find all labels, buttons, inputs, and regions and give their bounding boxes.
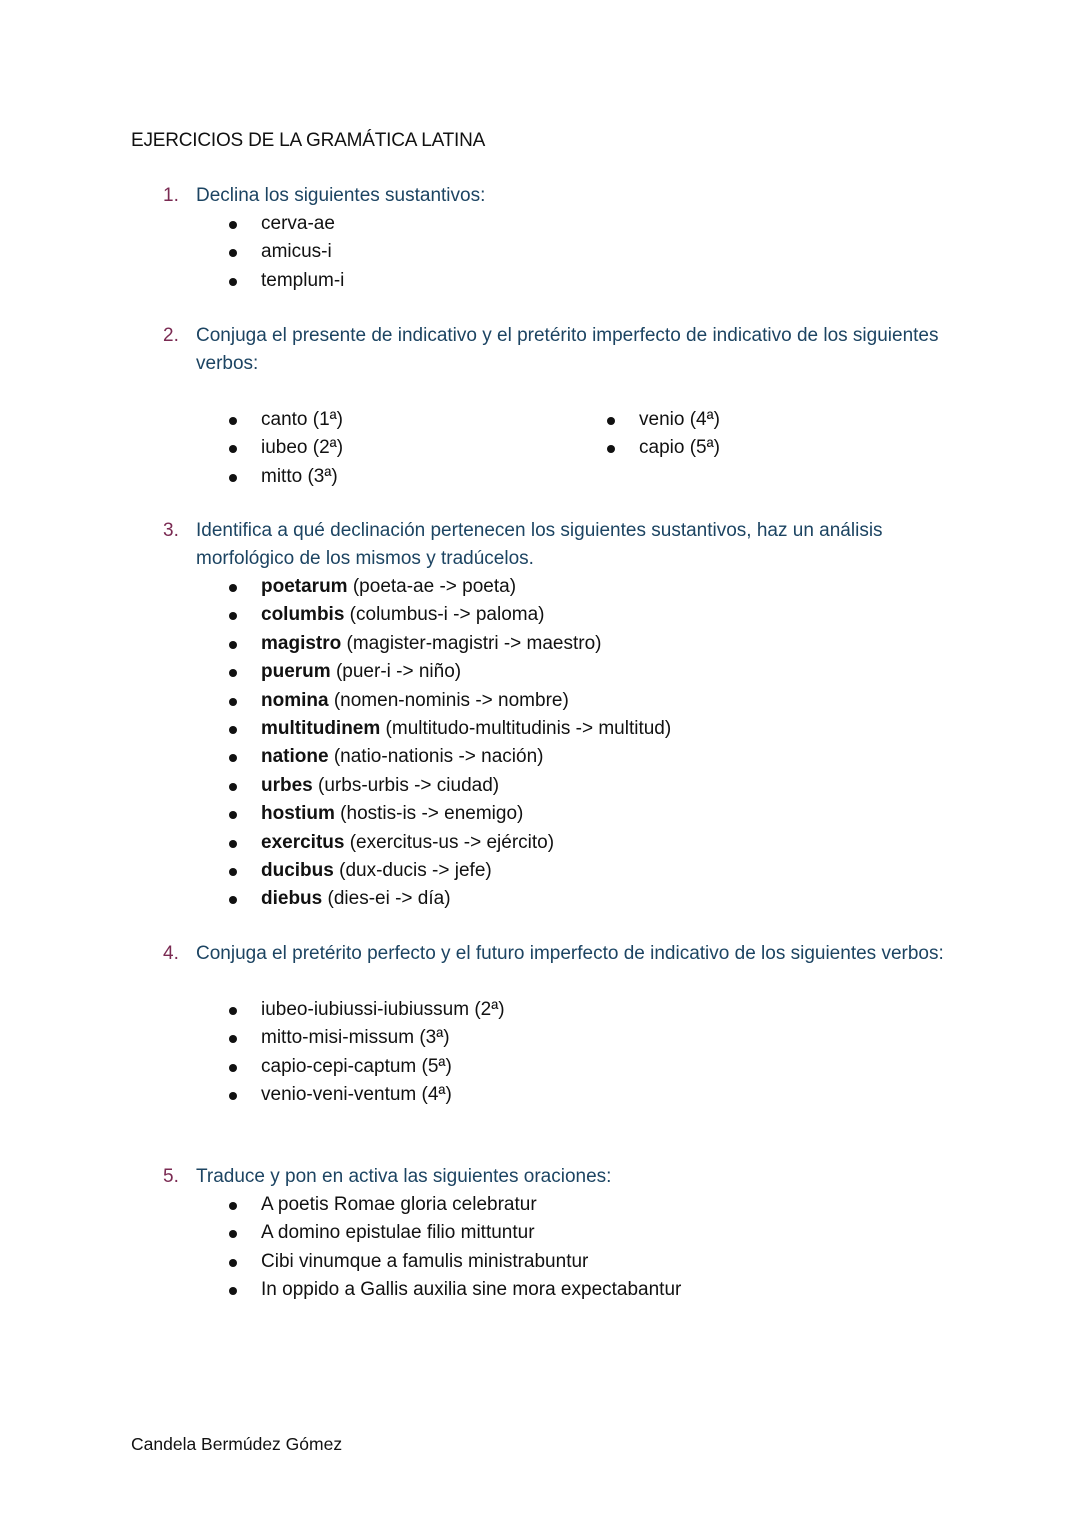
exercise-instruction: Conjuga el pretérito perfecto y el futuro imperfecto de indicativo de los siguientes verbos: <box>196 943 944 964</box>
list-item: poetarum (poeta-ae -> poeta) <box>226 573 963 601</box>
exercise-heading <box>163 182 963 210</box>
bullet-list <box>226 406 604 491</box>
exercise-3 <box>163 517 963 914</box>
latin-word: diebus <box>261 888 323 910</box>
list-item: venio-veni-ventum (4ª) <box>226 1081 963 1109</box>
latin-word: columbis <box>261 604 345 626</box>
exercise-heading <box>163 517 963 573</box>
list-item: mitto (3ª) <box>226 463 604 491</box>
bullet-icon <box>229 1035 237 1043</box>
list-item: nomina (nomen-nominis -> nombre) <box>226 687 963 715</box>
latin-word: multitudinem <box>261 718 381 740</box>
bullet-icon <box>229 221 237 229</box>
bullet-icon <box>229 1259 237 1267</box>
list-item: A domino epistulae filio mittuntur <box>226 1219 963 1247</box>
bullet-icon <box>229 783 237 791</box>
list-item: Cibi vinumque a famulis ministrabuntur <box>226 1248 963 1276</box>
bullet-icon <box>607 445 615 453</box>
exercise-number: 2. <box>163 325 179 346</box>
list-item: hostium (hostis-is -> enemigo) <box>226 800 963 828</box>
list-item: capio (5ª) <box>604 434 720 462</box>
bullet-icon <box>229 840 237 848</box>
bullet-icon <box>229 641 237 649</box>
list-item: diebus (dies-ei -> día) <box>226 885 963 913</box>
list-item: multitudinem (multitudo-multitudinis -> multitud) <box>226 715 963 743</box>
bullet-icon <box>229 584 237 592</box>
bullet-icon <box>229 445 237 453</box>
exercise-number: 1. <box>163 185 179 206</box>
column-right <box>604 406 720 491</box>
latin-word: exercitus <box>261 831 345 853</box>
list-item: templum-i <box>226 267 963 295</box>
bullet-icon <box>229 868 237 876</box>
exercise-1 <box>163 182 963 295</box>
list-item: capio-cepi-captum (5ª) <box>226 1053 963 1081</box>
list-item: magistro (magister-magistri -> maestro) <box>226 630 963 658</box>
list-item: mitto-misi-missum (3ª) <box>226 1024 963 1052</box>
exercise-number: 3. <box>163 520 179 541</box>
bullet-icon <box>229 896 237 904</box>
bullet-icon <box>229 1287 237 1295</box>
list-item: A poetis Romae gloria celebratur <box>226 1191 963 1219</box>
exercise-instruction: Traduce y pon en activa las siguientes oraciones: <box>196 1166 612 1187</box>
bullet-icon <box>229 249 237 257</box>
bullet-icon <box>229 669 237 677</box>
document-title: EJERCICIOS DE LA GRAMÁTICA LATINA <box>131 130 486 151</box>
list-item: ducibus (dux-ducis -> jefe) <box>226 857 963 885</box>
bullet-icon <box>229 474 237 482</box>
bullet-icon <box>229 417 237 425</box>
two-column-list <box>163 406 963 491</box>
exercise-instruction: Conjuga el presente de indicativo y el pretérito imperfecto de indicativo de los siguientes verbos: <box>196 325 939 374</box>
bullet-icon <box>607 417 615 425</box>
exercise-heading <box>163 322 963 378</box>
bullet-icon <box>229 612 237 620</box>
bullet-icon <box>229 1007 237 1015</box>
bullet-icon <box>229 278 237 286</box>
latin-word: urbes <box>261 774 313 796</box>
exercise-2 <box>163 322 963 491</box>
bullet-icon <box>229 1202 237 1210</box>
exercise-heading <box>163 1163 963 1191</box>
list-item: columbis (columbus-i -> paloma) <box>226 601 963 629</box>
bullet-list <box>226 210 963 295</box>
author-footer: Candela Bermúdez Gómez <box>131 1434 343 1454</box>
bullet-icon <box>229 1092 237 1100</box>
latin-word: magistro <box>261 632 342 654</box>
latin-word: hostium <box>261 803 335 825</box>
bullet-list <box>226 996 963 1110</box>
list-item: venio (4ª) <box>604 406 720 434</box>
exercise-number: 5. <box>163 1166 179 1187</box>
list-item: urbes (urbs-urbis -> ciudad) <box>226 772 963 800</box>
exercise-instruction: Declina los siguientes sustantivos: <box>196 185 486 206</box>
exercise-instruction: Identifica a qué declinación pertenecen los siguientes sustantivos, haz un análisis morfológico de los mismos y tradúcelos. <box>196 520 883 569</box>
list-item: iubeo (2ª) <box>226 434 604 462</box>
list-item: In oppido a Gallis auxilia sine mora expectabantur <box>226 1276 963 1304</box>
bullet-icon <box>229 1064 237 1072</box>
bullet-icon <box>229 698 237 706</box>
bullet-list <box>226 1191 963 1305</box>
list-item: iubeo-iubiussi-iubiussum (2ª) <box>226 996 963 1024</box>
list-item: amicus-i <box>226 238 963 266</box>
bullet-icon <box>229 726 237 734</box>
bullet-list <box>226 573 963 914</box>
bullet-icon <box>229 811 237 819</box>
list-item: canto (1ª) <box>226 406 604 434</box>
exercise-4 <box>163 940 963 1110</box>
list-item: cerva-ae <box>226 210 963 238</box>
exercise-5 <box>163 1163 963 1305</box>
bullet-list <box>604 406 720 463</box>
latin-word: puerum <box>261 661 331 683</box>
column-left <box>163 406 604 491</box>
list-item: natione (natio-nationis -> nación) <box>226 743 963 771</box>
list-item: exercitus (exercitus-us -> ejército) <box>226 829 963 857</box>
exercise-number: 4. <box>163 943 179 964</box>
bullet-icon <box>229 1230 237 1238</box>
latin-word: natione <box>261 746 329 768</box>
latin-word: poetarum <box>261 576 348 597</box>
latin-word: ducibus <box>261 860 334 882</box>
bullet-icon <box>229 754 237 762</box>
exercise-heading <box>163 940 963 968</box>
list-item: puerum (puer-i -> niño) <box>226 658 963 686</box>
latin-word: nomina <box>261 689 329 711</box>
